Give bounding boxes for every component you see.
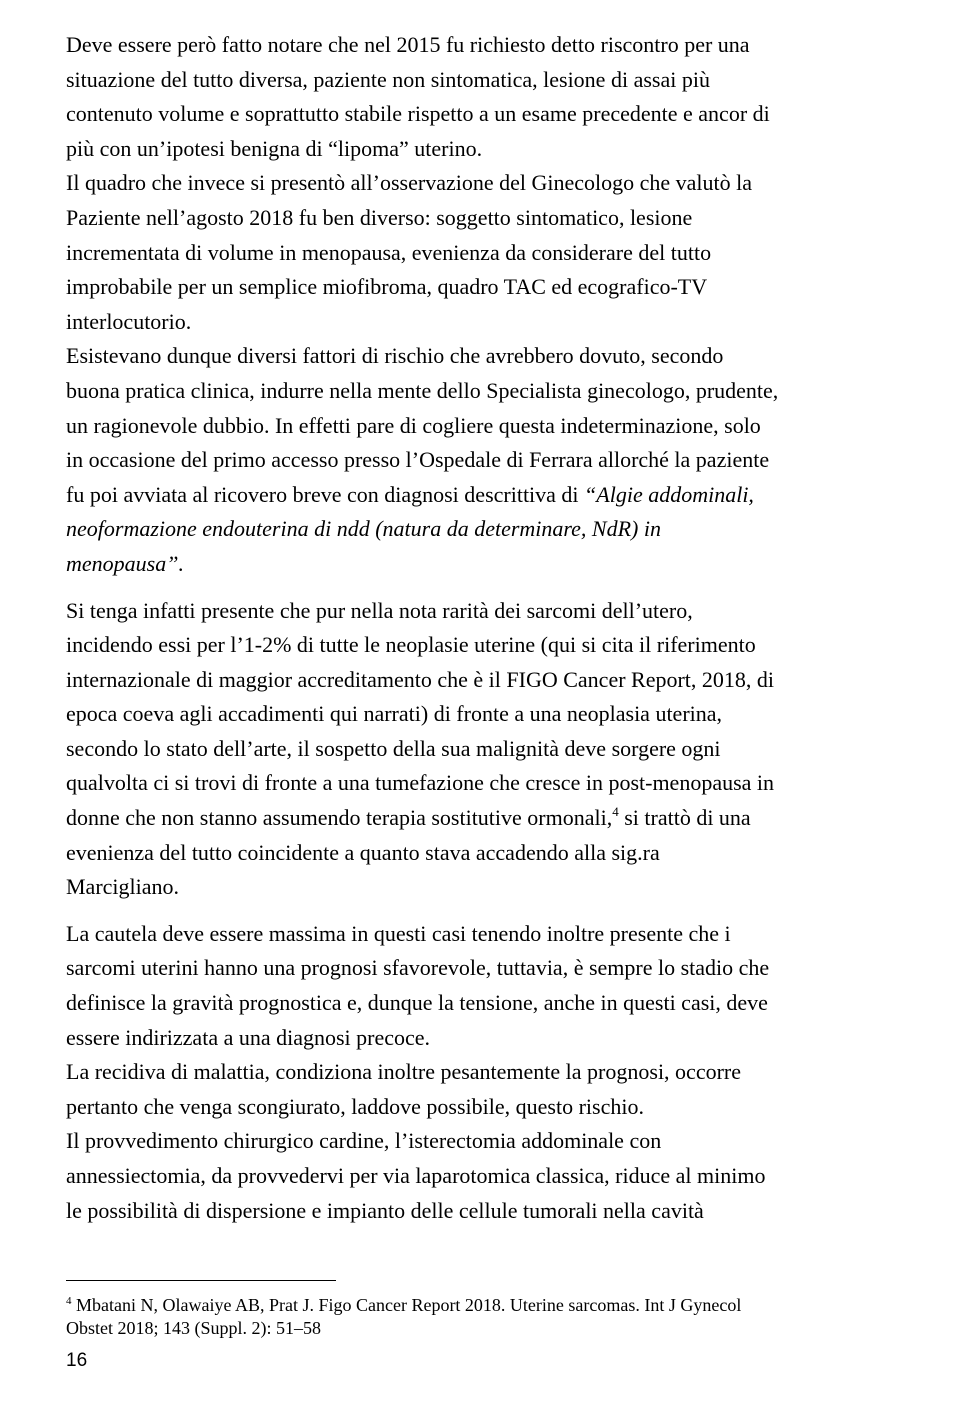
footnote-number: 4 — [66, 1295, 72, 1307]
text-line: situazione del tutto diversa, paziente non sintomatica, lesione di assai più — [66, 66, 710, 92]
text-line — [66, 478, 936, 513]
text-line: le possibilità di dispersione e impianto delle cellule tumorali nella cavità — [66, 1197, 704, 1223]
paragraph-gap — [66, 905, 936, 917]
line-text: si trattò di una — [618, 805, 751, 831]
line-text: donne che non stanno assumendo terapia sostitutive ormonali, — [66, 805, 613, 831]
text-line: in occasione del primo accesso presso l’Ospedale di Ferrara allorché la paziente — [66, 447, 770, 473]
text-line: Il provvedimento chirurgico cardine, l’isterectomia addominale con — [66, 1128, 662, 1154]
footnote-text: Mbatani N, Olawaiye AB, Prat J. Figo Cancer Report 2018. Uterine sarcomas. Int J Gynecol — [71, 1295, 742, 1315]
text-line: Si tenga infatti presente che pur nella nota rarità dei sarcomi dell’utero, — [66, 597, 693, 623]
footnote-line — [66, 1294, 946, 1317]
text-line: incrementata di volume in menopausa, evenienza da considerare del tutto — [66, 239, 712, 265]
text-line: qualvolta ci si trovi di fronte a una tumefazione che cresce in post-menopausa in — [66, 770, 775, 796]
text-line: interlocutorio. — [66, 308, 192, 334]
text-line: evenienza del tutto coincidente a quanto stava accadendo alla sig.ra — [66, 839, 660, 865]
text-line: secondo lo stato dell’arte, il sospetto della sua malignità deve sorgere ogni — [66, 735, 721, 761]
text-line: Deve essere però fatto notare che nel 2015 fu richiesto detto riscontro per una — [66, 32, 750, 57]
paragraph — [66, 917, 936, 1228]
text-line: contenuto volume e soprattutto stabile rispetto a un esame precedente e ancor di — [66, 101, 770, 127]
page-number: 16 — [66, 1350, 88, 1371]
diagnosis-quote: “Algie addominali, — [584, 481, 754, 507]
text-line: essere indirizzata a una diagnosi precoce. — [66, 1024, 431, 1050]
text-line: pertanto che venga scongiurato, laddove possibile, questo rischio. — [66, 1093, 644, 1119]
text-line: un ragionevole dubbio. In effetti pare di cogliere questa indeterminazione, solo — [66, 412, 761, 438]
line-text: fu poi avviata al ricovero breve con diagnosi descrittiva di — [66, 481, 585, 507]
text-line: buona pratica clinica, indurre nella mente dello Specialista ginecologo, prudente, — [66, 377, 779, 403]
text-line: Esistevano dunque diversi fattori di rischio che avrebbero dovuto, secondo — [66, 343, 724, 369]
text-line: annessiectomia, da provvedervi per via laparotomica classica, riduce al minimo — [66, 1163, 766, 1188]
paragraph — [66, 594, 936, 905]
paragraph-gap — [66, 582, 936, 594]
text-line: epoca coeva agli accadimenti qui narrati) di fronte a una neoplasia uterina, — [66, 701, 723, 727]
diagnosis-quote-line: menopausa”. — [66, 550, 184, 576]
text-line: sarcomi uterini hanno una prognosi sfavorevole, tuttavia, è sempre lo stadio che — [66, 955, 770, 981]
text-line: La recidiva di malattia, condiziona inoltre pesantemente la prognosi, occorre — [66, 1059, 742, 1085]
text-line: definisce la gravità prognostica e, dunque la tensione, anche in questi casi, deve — [66, 990, 768, 1016]
text-line: Il quadro che invece si presentò all’osservazione del Ginecologo che valutò la — [66, 170, 753, 196]
text-line: più con un’ipotesi benigna di “lipoma” uterino. — [66, 135, 483, 161]
text-line — [66, 801, 936, 836]
footnote-reference[interactable]: 4 — [612, 804, 619, 820]
text-line: La cautela deve essere massima in questi casi tenendo inoltre presente che i — [66, 920, 731, 946]
text-line: Marcigliano. — [66, 874, 180, 900]
body-text — [66, 28, 936, 1228]
footnote — [66, 1294, 946, 1340]
paragraph — [66, 166, 936, 339]
footnote-separator — [66, 1280, 336, 1281]
paragraph — [66, 339, 936, 581]
footnote-line: Obstet 2018; 143 (Suppl. 2): 51–58 — [66, 1318, 321, 1338]
text-line: incidendo essi per l’1-2% di tutte le neoplasie uterine (qui si cita il riferimento — [66, 632, 756, 658]
diagnosis-quote-line: neoformazione endouterina di ndd (natura da determinare, NdR) in — [66, 516, 661, 542]
text-line: internazionale di maggior accreditamento che è il FIGO Cancer Report, 2018, di — [66, 666, 775, 692]
paragraph — [66, 28, 936, 166]
text-line: improbabile per un semplice miofibroma, quadro TAC ed ecografico-TV — [66, 274, 708, 300]
text-line: Paziente nell’agosto 2018 fu ben diverso: soggetto sintomatico, lesione — [66, 204, 693, 230]
